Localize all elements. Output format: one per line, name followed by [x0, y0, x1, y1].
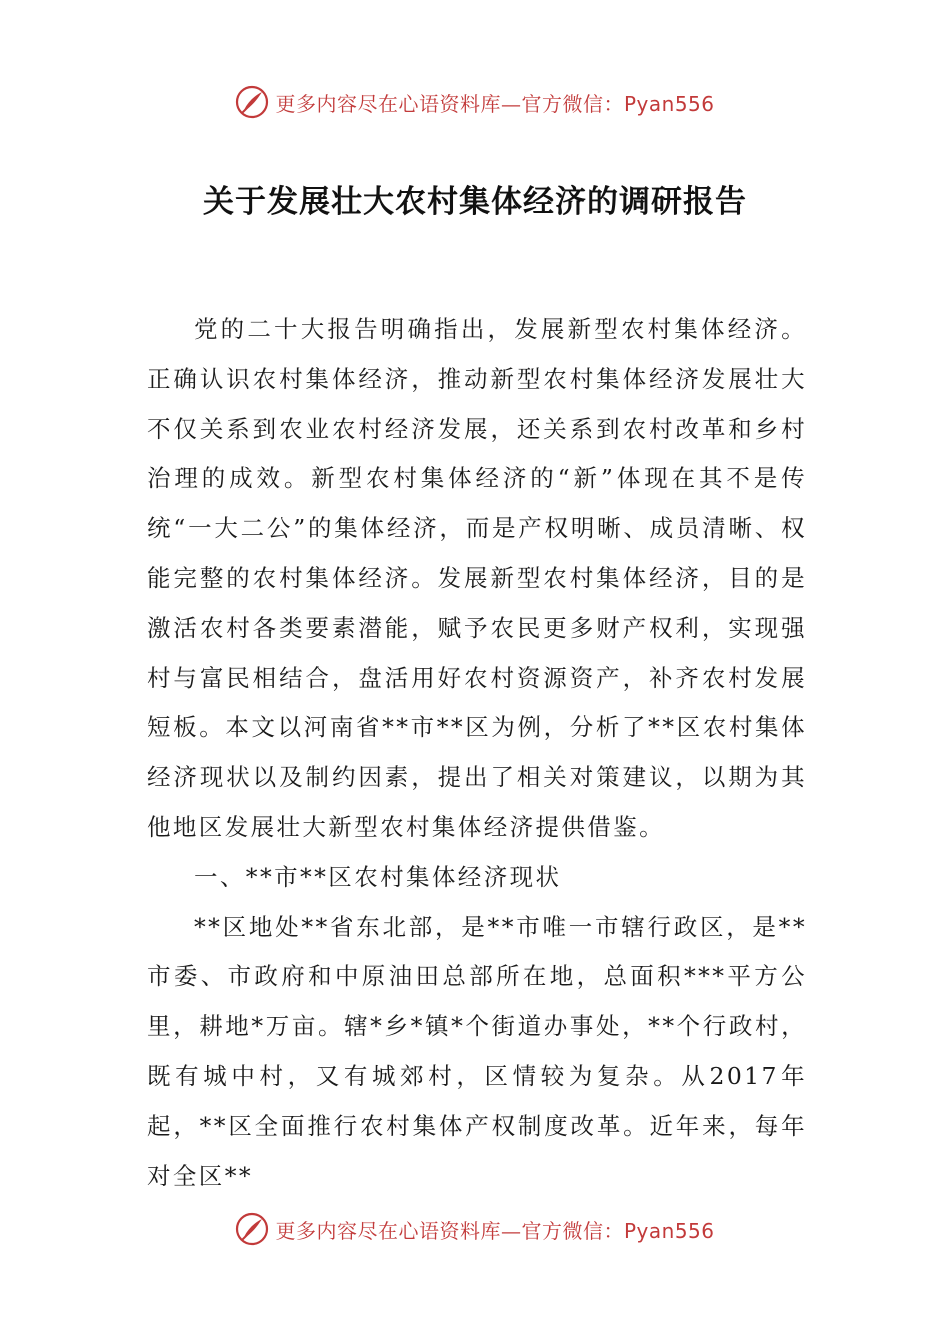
feather-quill-logo-icon [235, 85, 269, 119]
document-body [147, 305, 807, 1201]
watermark-text: 更多内容尽在心语资料库—官方微信：Pyan556 [275, 91, 715, 116]
watermark-banner-top [0, 82, 950, 122]
wechat-id: Pyan556 [623, 91, 715, 116]
feather-quill-logo-icon [235, 1212, 269, 1246]
paragraph-intro: 党的二十大报告明确指出，发展新型农村集体经济。正确认识农村集体经济，推动新型农村集体经济发展壮大不仅关系到农业农村经济发展，还关系到农村改革和乡村治理的成效。新型农村集体经济的“新”体现在其不是传统“一大二公”的集体经济，而是产权明晰、成员清晰、权能完整的农村集体经济。发展新型农村集体经济，目的是激活农村各类要素潜能，赋予农民更多财产权利，实现强村与富民相结合，盘活用好农村资源资产，补齐农村发展短板。本文以河南省**市**区为例，分析了**区农村集体经济现状以及制约因素，提出了相关对策建议，以期为其他地区发展壮大新型农村集体经济提供借鉴。 [147, 315, 807, 841]
section-heading-1: 一、**市**区农村集体经济现状 [194, 862, 562, 891]
watermark-text: 更多内容尽在心语资料库—官方微信：Pyan556 [275, 1218, 715, 1243]
wechat-id: Pyan556 [623, 1218, 715, 1243]
paragraph-section-1: **区地处**省东北部，是**市唯一市辖行政区，是**市委、市政府和中原油田总部所在地，总面积***平方公里，耕地*万亩。辖*乡*镇*个街道办事处，**个行政村，既有城中村，又有城郊村，区情较为复杂。从2017年起，**区全面推行农村集体产权制度改革。近年来，每年对全区** [147, 912, 807, 1190]
document-title: 关于发展壮大农村集体经济的调研报告 [203, 184, 747, 220]
watermark-banner-bottom [0, 1209, 950, 1249]
